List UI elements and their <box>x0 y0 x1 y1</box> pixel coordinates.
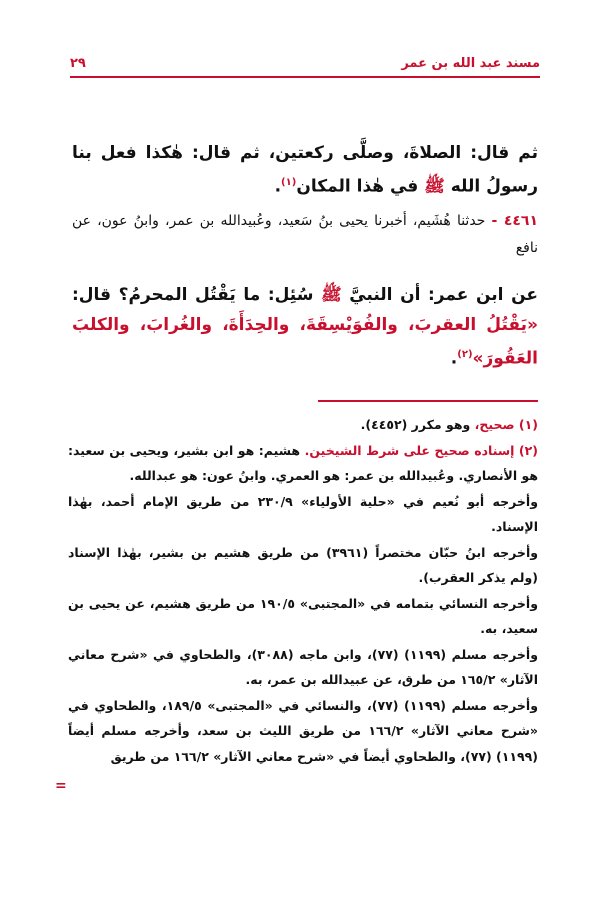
footnotes-block <box>68 412 538 769</box>
text-segment: عن ابن عمر: أن النبيَّ <box>341 285 538 305</box>
footnote-1 <box>68 412 538 438</box>
prophetic-saying: «يَقْتُلُ العقربَ، والفُوَيْسِقَةَ، والحِدَأَةَ، والغُرابَ، والكلبَ العَقُورَ» <box>72 315 538 369</box>
footnote-text: هشيم: هو ابن بشير، ويحيى بن سعيد: هو الأنصاري. وعُبيدالله بن عمر: هو العمري. وابنُ عون: هو عبدالله. <box>68 442 538 483</box>
footnote-2 <box>68 438 538 489</box>
isnad-paragraph <box>72 208 538 262</box>
isnad-text: حدثنا هُشَيم، أخبرنا يحيى بنُ سَعيد، وعُبيدالله بن عمر، وابنُ عون، عن نافع <box>72 213 538 256</box>
text-segment: في هٰذا المكان <box>296 176 425 197</box>
header-divider <box>70 76 540 78</box>
matn-paragraph <box>72 280 538 374</box>
text-segment: ثم قال: الصلاةَ، وصلَّى ركعتين، ثم قال: هٰكذا فعل بنا رسولُ الله <box>72 143 538 197</box>
salutation-glyph: ﷺ <box>321 285 342 305</box>
page-number: ٢٩ <box>70 56 86 71</box>
text-paragraph-1 <box>72 138 538 202</box>
footnote-paragraph: وأخرجه ابنُ حبّان مختصراً (٣٩٦١) من طريق هشيم بن بشير، بهٰذا الإسناد (ولم يذكر العقرب). <box>68 544 539 585</box>
footnote-paragraph: وأخرجه النسائي بتمامه في «المجتبى» ١٩٠/٥ من طريق هشيم، عن يحيى بن سعيد، به. <box>68 595 538 636</box>
footnote-text: وهو مكرر (٤٤٥٢). <box>360 417 475 432</box>
text-segment: . <box>450 348 458 369</box>
salutation-glyph: ﷺ <box>424 176 445 197</box>
footnote-ref-2: (٢) <box>457 349 473 360</box>
footnote-paragraph: وأخرجه مسلم (١١٩٩) (٧٧)، وابن ماجه (٣٠٨٨)، والطحاوي في «شرح معاني الآثار» ١٦٥/٢ من طرق، عن عبيدالله بن عمر، به. <box>68 646 538 687</box>
hadith-number: ٤٤٦١ - <box>491 213 538 229</box>
text-segment: سُئِل: ما يَقْتُل المحرمُ؟ قال: <box>72 285 322 305</box>
footnote-paragraph: وأخرجه أبو نُعيم في «حلية الأولياء» ٢٣٠/٩ من طريق الإمام أحمد، بهٰذا الإسناد. <box>68 493 538 534</box>
header-title: مسند عبد الله بن عمر <box>401 56 540 71</box>
text-segment: . <box>274 176 282 197</box>
continuation-mark: = <box>55 778 67 794</box>
footnote-ref-1: (١) <box>281 177 297 188</box>
footnote-divider <box>318 400 538 402</box>
footnote-label: (١) صحيح، <box>474 417 538 432</box>
footnote-paragraph: وأخرجه مسلم (١١٩٩) (٧٧)، والنسائي في «المجتبى» ١٨٩/٥، والطحاوي في «شرح معاني الآثار» ١٦٦/٢ من طريق الليث بن سعد، وأخرجه مسلم أيضاً (١١٩٩) (٧٧)، والطحاوي أيضاً في «شرح معاني الآثار» ١٦٦/٢ من طريق <box>68 697 538 764</box>
footnote-label: (٢) إسناده صحيح على شرط الشيخين. <box>304 442 538 458</box>
